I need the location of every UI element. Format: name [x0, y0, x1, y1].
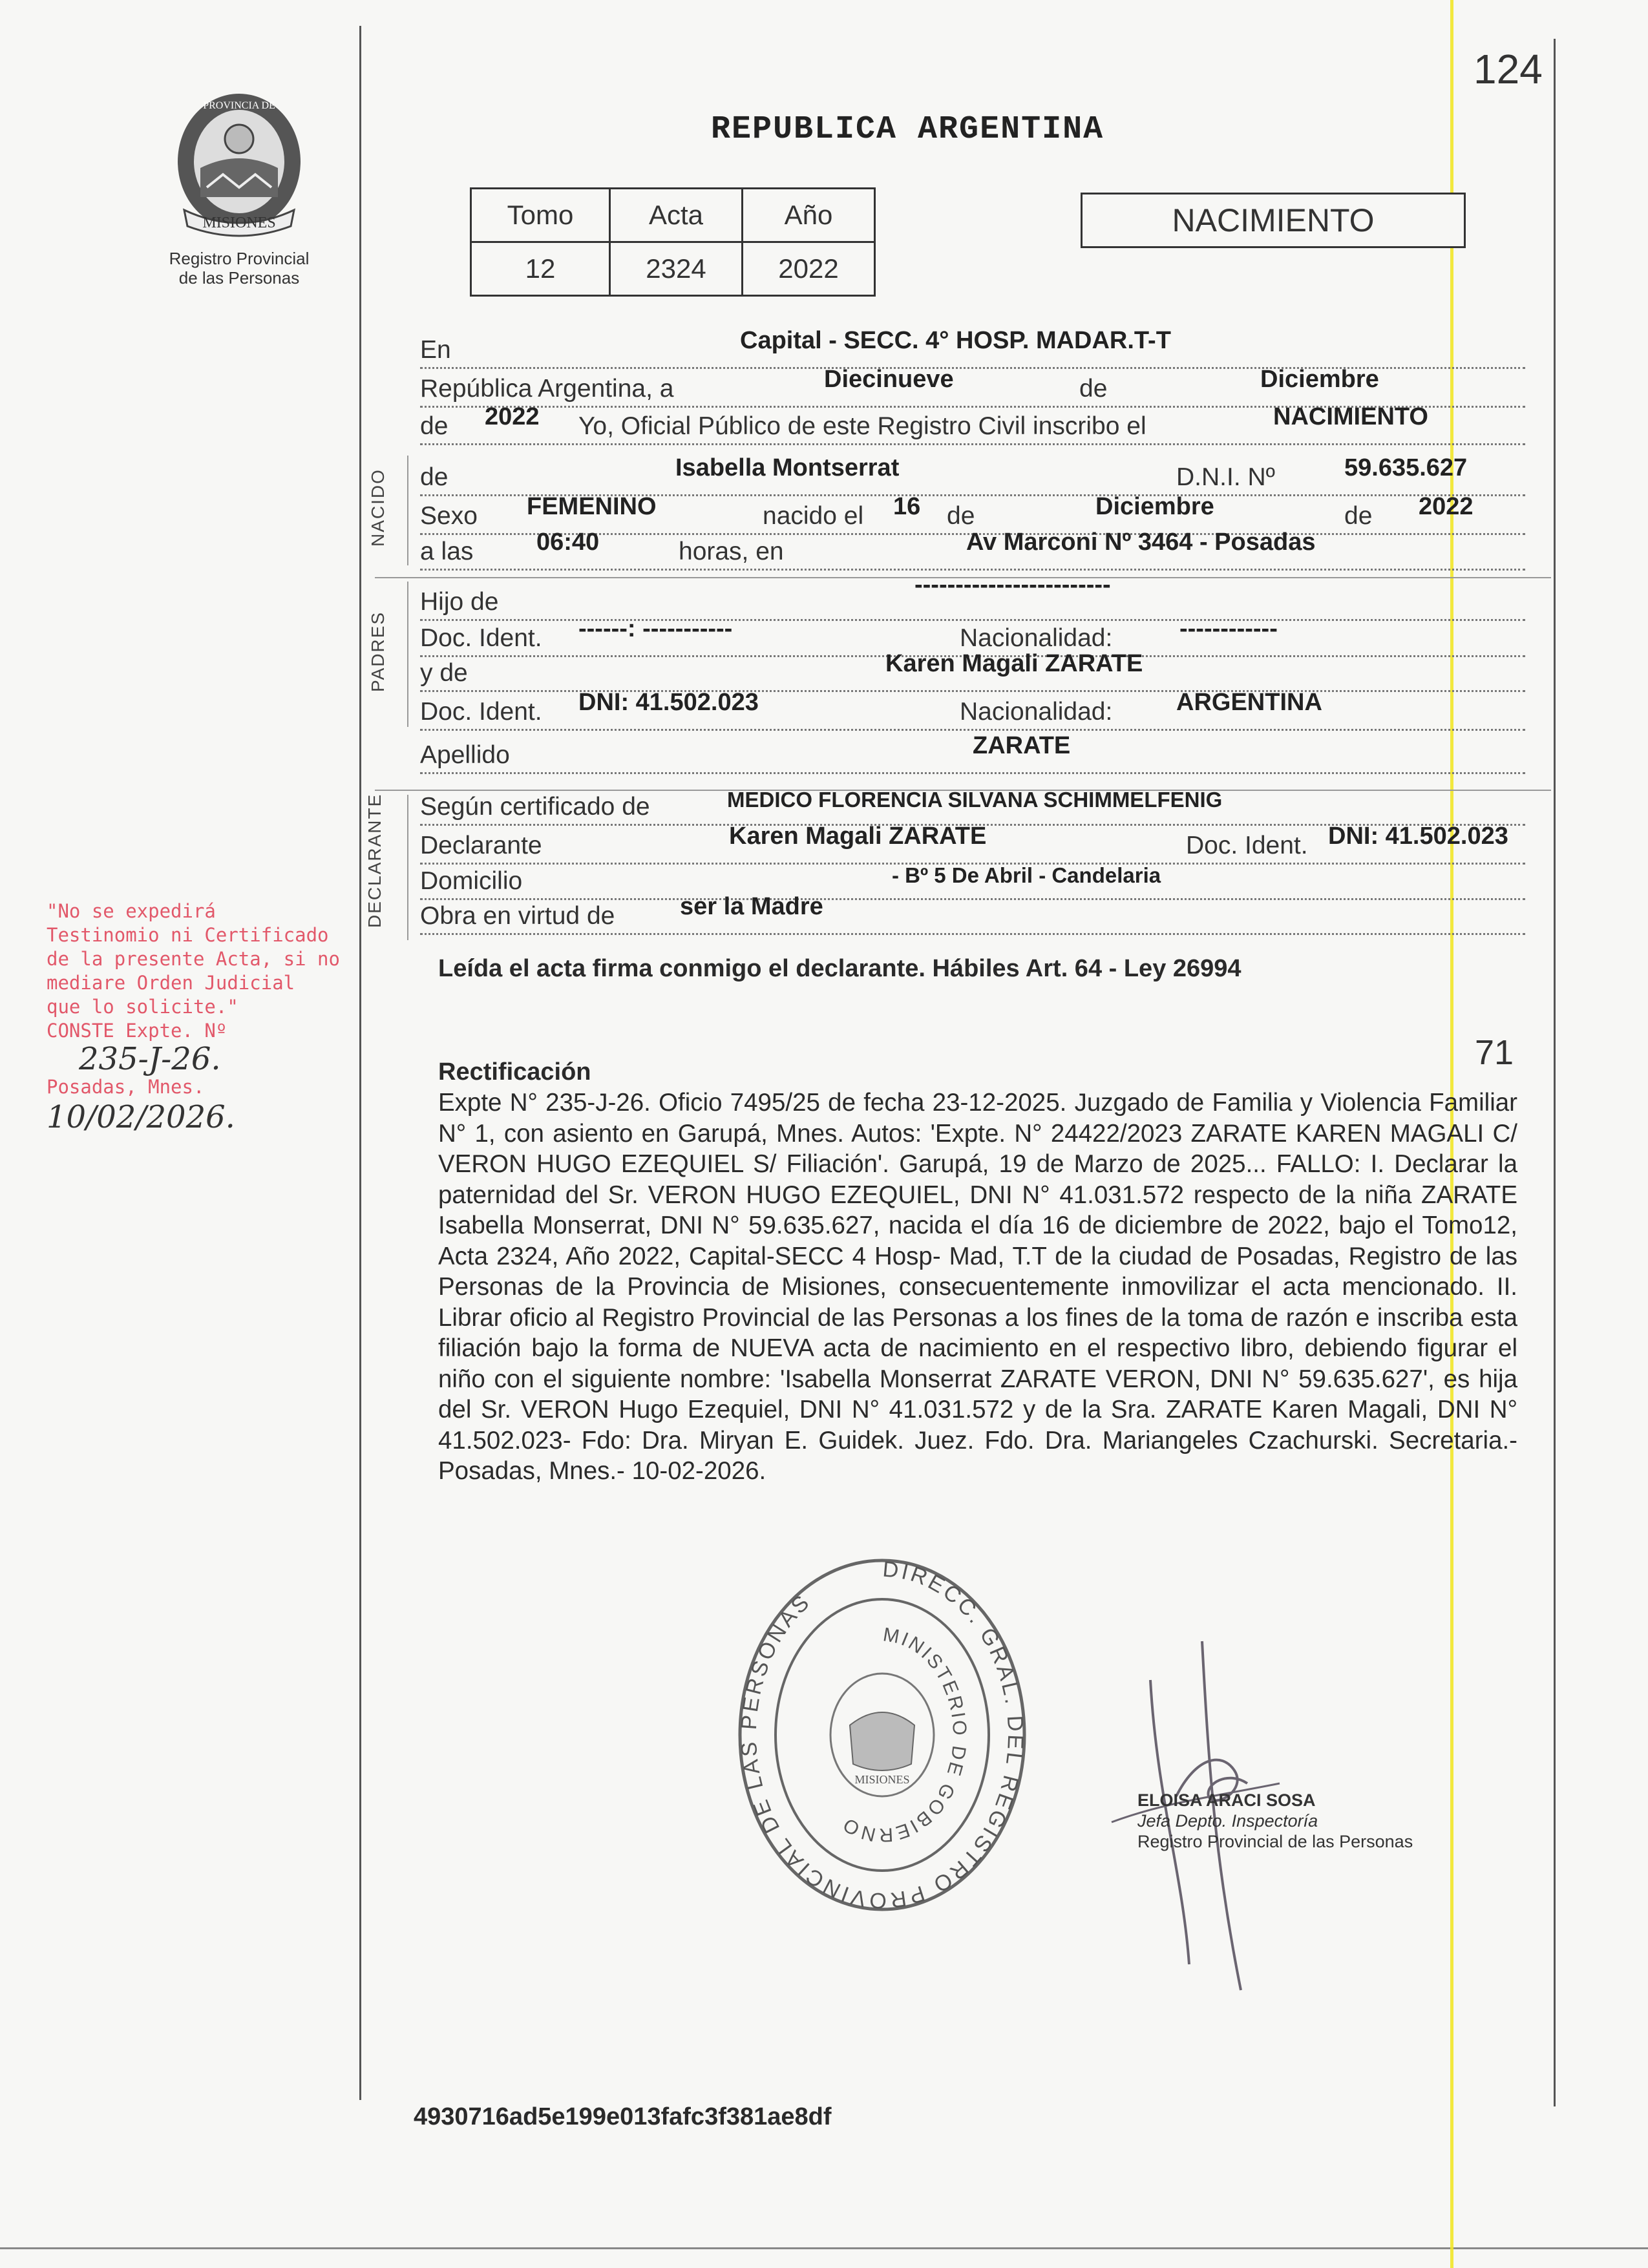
sexo-value: FEMENINO — [527, 493, 657, 520]
section-padres: PADRES — [368, 611, 388, 692]
tomo-acta-table — [470, 187, 876, 297]
row-yo — [420, 403, 1525, 445]
bottom-edge-line — [0, 2247, 1648, 2249]
nac1-label: Nacionalidad: — [960, 624, 1116, 653]
record-type-box: NACIMIENTO — [1081, 193, 1466, 248]
logo-banner-text: MISIONES — [202, 215, 276, 231]
stamp-place: Posadas, Mnes. — [47, 1076, 205, 1098]
doc1-label: Doc. Ident. — [420, 624, 546, 653]
declarante-bracket — [407, 795, 408, 940]
official-seal — [730, 1551, 1034, 1919]
nac2-label: Nacionalidad: — [960, 698, 1116, 726]
tomo-value: 12 — [471, 242, 610, 296]
nac1-value: ------------ — [1179, 615, 1278, 642]
dia-value: Diecinueve — [824, 366, 954, 393]
stamp-date-handwritten: 10/02/2026. — [47, 1099, 235, 1135]
de-label: de — [1079, 375, 1111, 403]
row-domicilio — [420, 863, 1525, 900]
certificado-label: Según certificado de — [420, 793, 654, 821]
stamp-line-1: "No se expedirá — [47, 900, 216, 922]
mes-value: Diciembre — [1260, 366, 1379, 393]
nombre-label: de — [420, 463, 452, 492]
lugar-value: Av Marconi Nº 3464 - Posadas — [966, 529, 1316, 556]
row-hora — [420, 529, 1525, 571]
nacido-de-label: de — [947, 502, 978, 530]
rectificacion-body: Expte N° 235-J-26. Oficio 7495/25 de fecha 23-12-2025. Juzgado de Familia y Violencia Familiar N° 1, con asiento en Garupá, Mnes. Autos: 'Expte. N° 24422/2023 ZARATE KAREN MAGALI C/ VERON HUGO EZEQUIEL S/ Filiación'. Garupá, 19 de Marzo de 2025... FALLO: I. Declarar la paternidad del Sr. VERON HUGO EZEQUIEL, DNI N° 41.031.572 respecto de la niña ZARATE Isabella Monserrat, DNI N° 59.635.627, nacida el día 16 de diciembre de 2022, bajo el Tomo12, Acta 2324, Año 2022, Capital-SECC 4 Hosp- Mad, T.T de la ciudad de Posadas, Registro de las Personas de la Provincia de Misiones, consecuentemente inmovilizar el acta mencionado. II. Librar oficio al Registro Provincial de las Personas a los fines de la toma de razón e inscriba esta filiación bajo la forma de NUEVA acta de nacimiento en el respectivo libro, debiendo figurar el niño con el siguiente nombre: 'Isabella Monserrat ZARATE VERON, DNI N° 59.635.627', es hija del Sr. VERON Hugo Ezequiel, DNI N° 41.031.572 y de la Sra. ZARATE Karen Magali, DNI N° 41.502.023- Fdo: Dra. Miryan E. Guidek. Juez. Fdo. Dra. Mariangeles Czachurski. Secretaria.- Posadas, Mnes.- 10-02-2026. — [438, 1089, 1517, 1485]
yo-label: Yo, Oficial Público de este Registro Civil inscribo el — [578, 412, 1150, 441]
sexo-label: Sexo — [420, 502, 481, 530]
doc2-label: Doc. Ident. — [420, 698, 546, 726]
stamp-expte-handwritten: 235-J-26. — [79, 1041, 221, 1077]
document-hash: 4930716ad5e199e013fafc3f381ae8df — [414, 2103, 832, 2130]
de2-label: de — [420, 412, 452, 441]
signature-block — [1137, 1790, 1413, 1852]
rectificacion-title: Rectificación — [438, 1058, 591, 1086]
domicilio-value: - Bº 5 De Abril - Candelaria — [892, 863, 1161, 887]
hijo-label: Hijo de — [420, 588, 502, 616]
logo-caption — [155, 249, 323, 288]
apellido-value: ZARATE — [973, 732, 1071, 759]
acta-value: 2324 — [610, 242, 743, 296]
dni-value: 59.635.627 — [1344, 454, 1468, 481]
registry-logo — [171, 90, 307, 246]
acta-label: Acta — [610, 189, 743, 242]
hora-value: 06:40 — [536, 529, 600, 556]
row-en — [420, 327, 1525, 369]
stamp-line-6: CONSTE Expte. Nº — [47, 1020, 227, 1042]
decl-doc-label: Doc. Ident. — [1186, 832, 1312, 860]
declarante-value: Karen Magali ZARATE — [729, 823, 987, 850]
stamp-line-4: mediare Orden Judicial — [47, 972, 295, 994]
stamp-line-2: Testinomio ni Certificado — [47, 924, 329, 946]
en-label: En — [420, 336, 455, 364]
madre-value: Karen Magali ZARATE — [885, 650, 1143, 677]
doc2-value: DNI: 41.502.023 — [578, 689, 759, 716]
anio-label: Año — [743, 189, 875, 242]
republica-label: República Argentina, a — [420, 375, 677, 403]
decl-doc-value: DNI: 41.502.023 — [1328, 823, 1508, 850]
dni-label: D.N.I. Nº — [1176, 463, 1279, 492]
doc1-value: ------: ----------- — [578, 615, 733, 642]
row-apellido — [420, 732, 1525, 774]
nacido-dia-value: 16 — [893, 493, 921, 520]
row-doc2 — [420, 689, 1525, 731]
apellido-label: Apellido — [420, 741, 514, 770]
section-nacido: NACIDO — [368, 468, 388, 547]
side-stamp — [47, 899, 350, 1135]
domicilio-label: Domicilio — [420, 867, 526, 896]
anio-value: 2022 — [743, 242, 875, 296]
row-madre — [420, 650, 1525, 692]
logo-ring-text: PROVINCIA DE — [203, 100, 275, 111]
logo-caption-line-1: Registro Provincial — [169, 249, 310, 268]
signatory-role: Jefa Depto. Inspectoría — [1137, 1811, 1318, 1831]
anio-written-value: 2022 — [485, 403, 540, 430]
row-certificado — [420, 788, 1525, 826]
signatory-name: ELOISA ARACI SOSA — [1137, 1790, 1316, 1810]
en-value: Capital - SECC. 4° HOSP. MADAR.T-T — [740, 327, 1171, 354]
obra-value: ser la Madre — [680, 893, 823, 920]
signatory-office: Registro Provincial de las Personas — [1137, 1832, 1413, 1851]
right-margin-line — [1554, 39, 1556, 2106]
nacido-anio-value: 2022 — [1419, 493, 1474, 520]
nac2-value: ARGENTINA — [1176, 689, 1322, 716]
seal-center-text: MISIONES — [854, 1773, 910, 1786]
note-number: 71 — [1475, 1033, 1514, 1072]
hijo-value: ------------------------ — [914, 571, 1111, 598]
horas-label: horas, en — [679, 538, 788, 566]
tomo-label: Tomo — [471, 189, 610, 242]
page-number: 124 — [1474, 46, 1543, 92]
nacido-bracket — [407, 456, 408, 565]
leida-statement: Leída el acta firma conmigo el declarante. Hábiles Art. 64 - Ley 26994 — [438, 955, 1241, 982]
seal-inner-text: MINISTERIO DE GOBIERNO — [838, 1624, 971, 1846]
obra-label: Obra en virtud de — [420, 902, 618, 930]
nacido-de2-label: de — [1344, 502, 1376, 530]
left-margin-line — [359, 26, 361, 2100]
row-declarante — [420, 823, 1525, 865]
certificado-value: MEDICO FLORENCIA SILVANA SCHIMMELFENIG — [727, 788, 1223, 812]
nombre-value: Isabella Montserrat — [675, 454, 900, 481]
yde-label: y de — [420, 659, 472, 688]
nacido-mes-value: Diciembre — [1095, 493, 1214, 520]
row-nombre — [420, 454, 1525, 496]
inscribo-value: NACIMIENTO — [1273, 403, 1428, 430]
document-title: REPUBLICA ARGENTINA — [711, 111, 1104, 148]
padres-bracket — [407, 582, 408, 727]
stamp-line-5: que lo solicite." — [47, 996, 238, 1018]
seal-outer-text: DIRECC. GRAL. DEL REGISTRO PROVINCIAL DE LAS PERSONAS — [736, 1557, 1028, 1913]
section-declarante: DECLARANTE — [364, 793, 385, 928]
alas-label: a las — [420, 538, 477, 566]
logo-caption-line-2: de las Personas — [178, 268, 300, 288]
stamp-line-3: de la presente Acta, si no — [47, 948, 340, 970]
row-obra — [420, 893, 1525, 935]
declarante-label: Declarante — [420, 832, 546, 860]
nacido-label: nacido el — [763, 502, 867, 530]
